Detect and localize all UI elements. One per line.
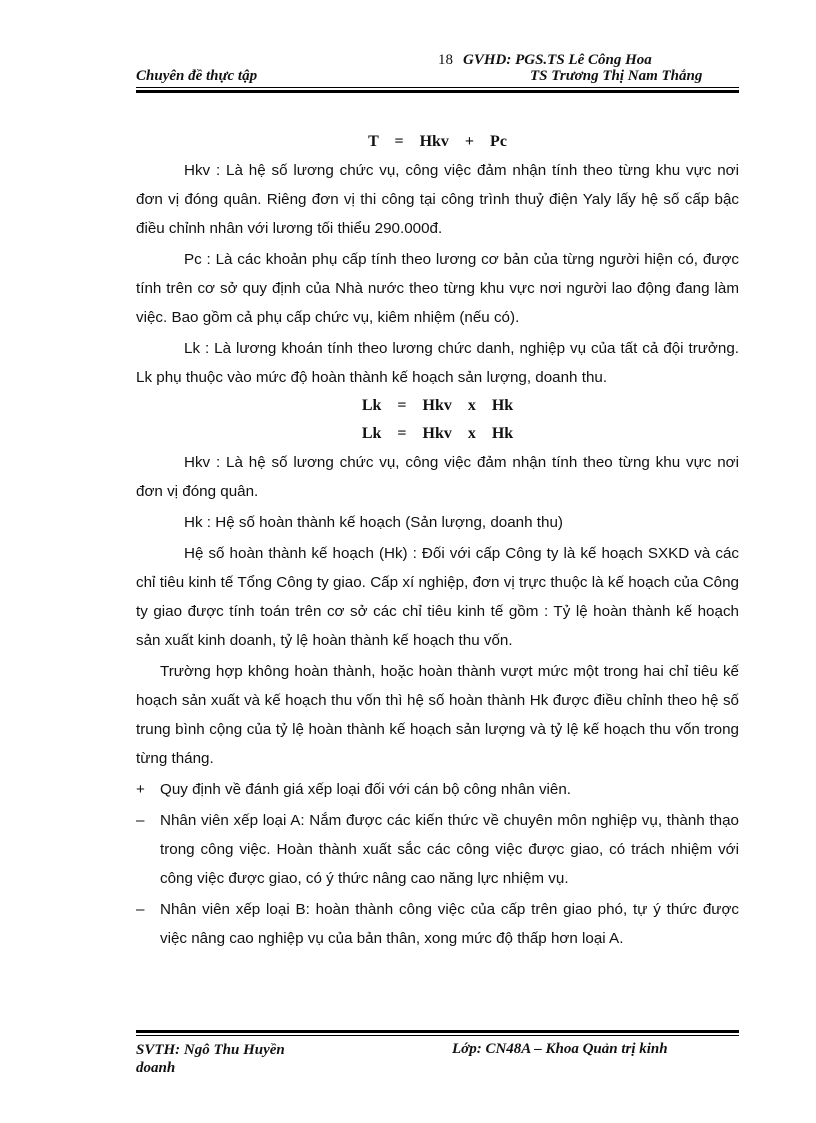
paragraph-hk: Hk : Hệ số hoàn thành kế hoạch (Sản lượng, doanh thu) [184, 514, 563, 531]
footer-class: Lớp: CN48A – Khoa Quản trị kinh [452, 1041, 668, 1057]
paragraph-pc: Pc : Là các khoản phụ cấp tính theo lương cơ bản của từng người hiện có, được tính trên cơ sở quy định của Nhà nước theo từng khu vực nơi người lao động đang làm việc. Bao gồm cả phụ cấp chức vụ, kiêm nhiệm (nếu có). [136, 251, 739, 326]
bullet-marker: + [136, 781, 145, 798]
header-rule-thin [136, 87, 739, 88]
header-advisor-line [438, 52, 652, 69]
footer-student [136, 1041, 436, 1077]
formula-t: T = Hkv + Pc [368, 133, 507, 150]
paragraph-lk: Lk : Là lương khoán tính theo lương chức danh, nghiệp vụ của tất cả đội trưởng. Lk phụ thuộc vào mức độ hoàn thành kế hoạch sản lượng, doanh thu. [136, 340, 739, 386]
advisor-name-2: TS Trương Thị Nam Thắng [530, 68, 703, 84]
list-item [136, 895, 739, 953]
paragraph-hk-detail: Hệ số hoàn thành kế hoạch (Hk) : Đối với cấp Công ty là kế hoạch SXKD và các chỉ tiêu kinh tế Tổng Công ty giao. Cấp xí nghiệp, đơn vị trực thuộc là kế hoạch của Công ty giao được tính toán trên cơ sở các chỉ tiêu kinh tế gồm : Tỷ lệ hoàn thành kế hoạch sản xuất kinh doanh, tỷ lệ hoàn thành kế hoạch thu vốn. [136, 545, 739, 649]
list-item [136, 775, 739, 804]
paragraph-hkv: Hkv : Là hệ số lương chức vụ, công việc đảm nhận tính theo từng khu vực nơi đơn vị đóng quân. Riêng đơn vị thi công tại công trình thuỷ điện Yaly lấy hệ số cấp bậc điều chỉnh nhân với lương tối thiểu 290.000đ. [136, 162, 739, 237]
bullet-text: Nhân viên xếp loại B: hoàn thành công việc của cấp trên giao phó, tự ý thức được việc nâng cao nghiệp vụ của bản thân, xong mức độ thấp hơn loại A. [160, 901, 739, 947]
section-title: Chuyên đề thực tập [136, 68, 258, 84]
student-name: SVTH: Ngô Thu Huyền [136, 1042, 285, 1058]
formula-lk-2: Lk = Hkv x Hk [361, 425, 514, 442]
bullet-marker: – [136, 812, 145, 829]
paragraph-hkv-2: Hkv : Là hệ số lương chức vụ, công việc đảm nhận tính theo từng khu vực nơi đơn vị đóng quân. [136, 454, 739, 500]
footer-rule-thin [136, 1035, 739, 1036]
page-number: 18 [438, 52, 453, 68]
advisor-name-1: GVHD: PGS.TS Lê Công Hoa [463, 52, 652, 68]
bullet-text: Nhân viên xếp loại A: Nắm được các kiến thức về chuyên môn nghiệp vụ, thành thạo trong công việc. Hoàn thành xuất sắc các công việc được giao, có trách nhiệm với công việc được giao, có ý thức nâng cao năng lực nhiệm vụ. [160, 812, 739, 887]
paragraph-adjustment: Trường hợp không hoàn thành, hoặc hoàn thành vượt mức một trong hai chỉ tiêu kế hoạch sản xuất và kế hoạch thu vốn thì hệ số hoàn thành Hk được điều chỉnh theo hệ số trung bình cộng của tỷ lệ hoàn thành kế hoạch sản lượng và tỷ lệ kế hoạch thu vốn trong từng tháng. [136, 663, 739, 767]
header-rule-thick [136, 90, 739, 93]
bullet-marker: – [136, 901, 145, 918]
footer-rule-thick [136, 1030, 739, 1033]
list-item [136, 806, 739, 893]
page-body [136, 128, 739, 953]
bullet-text: Quy định về đánh giá xếp loại đối với cán bộ công nhân viên. [160, 781, 572, 798]
formula-lk-1: Lk = Hkv x Hk [361, 397, 514, 414]
student-name-wrap: doanh [136, 1060, 176, 1076]
